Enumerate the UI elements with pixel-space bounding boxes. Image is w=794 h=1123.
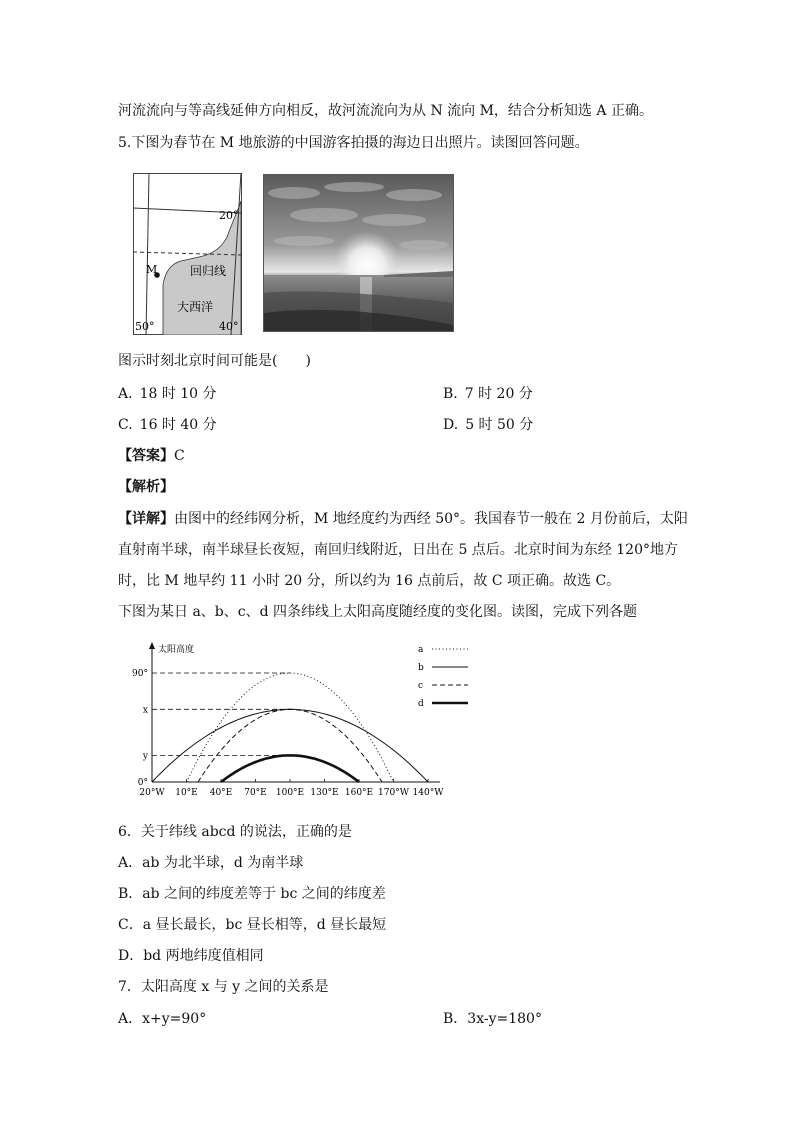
lat-20-label: 20° <box>219 209 239 222</box>
series-d-line <box>221 755 359 782</box>
q5-option-b-letter: B. <box>443 386 458 402</box>
y-tick-label: 0° <box>137 778 148 788</box>
legend-label-c: c <box>418 681 424 691</box>
q5-option-a[interactable] <box>118 384 217 404</box>
q7-option-a-letter: A． <box>118 1011 143 1027</box>
q5-option-b[interactable] <box>443 384 533 404</box>
q7-option-b[interactable] <box>443 1009 542 1029</box>
analysis-tag: 【解析】 <box>118 479 174 495</box>
detail-line-2: 直射南半球，南半球昼长夜短，南回归线附近，日出在 5 点后。北京时间为东经 120°地方 <box>118 542 678 558</box>
legend-label-b: b <box>418 663 424 673</box>
chart-axes <box>132 642 444 798</box>
q6-option-a[interactable]: A．ab 为北半球，d 为南半球 <box>118 855 304 871</box>
series-c-line <box>198 709 382 782</box>
x-tick-label: 170°W <box>378 788 409 798</box>
q6-option-b[interactable]: B．ab 之间的纬度差等于 bc 之间的纬度差 <box>118 886 386 902</box>
latitude-longitude-map <box>133 173 242 335</box>
q5-option-d-text: 5 时 50 分 <box>465 417 534 433</box>
answer-value: C <box>174 448 185 464</box>
point-m-label: M <box>146 263 158 276</box>
q7-option-a-text: x+y=90° <box>142 1011 207 1027</box>
x-tick-label: 40°E <box>209 788 233 798</box>
sunrise-photo <box>263 174 454 332</box>
lon-40-label: 40° <box>219 320 239 333</box>
lon-50-label: 50° <box>135 320 155 333</box>
q5-option-c[interactable] <box>118 415 217 435</box>
answer-tag: 【答案】 <box>118 448 174 464</box>
x-tick-label: 130°E <box>310 788 339 798</box>
x-tick-label: 20°W <box>139 788 165 798</box>
legend-label-a: a <box>418 645 424 655</box>
sun-altitude-chart <box>130 640 470 805</box>
x-tick-label: 140°W <box>412 788 444 798</box>
y-axis-arrow <box>149 642 155 649</box>
q5-option-b-text: 7 时 20 分 <box>464 386 533 402</box>
q6-option-d[interactable]: D．bd 两地纬度值相同 <box>118 948 264 964</box>
q5-option-d[interactable] <box>443 415 533 435</box>
question-6-stem: 6．关于纬线 abcd 的说法，正确的是 <box>118 824 352 840</box>
x-tick-label: 10°E <box>175 788 198 798</box>
chart-legend <box>418 645 468 709</box>
group-intro: 下图为某日 a、b、c、d 四条纬线上太阳高度随经度的变化图。读图，完成下列各题 <box>118 604 638 620</box>
y-axis-label: 太阳高度 <box>158 645 195 655</box>
x-tick-label: 100°E <box>275 788 305 798</box>
q7-option-b-text: 3x-y=180° <box>467 1011 542 1027</box>
detail-line-3: 时，比 M 地早约 11 小时 20 分，所以约为 16 点前后，故 C 项正确。故选 C。 <box>118 573 621 589</box>
x-tick-label: 70°E <box>244 788 267 798</box>
y-tick-label: y <box>142 751 148 762</box>
answer-line <box>118 446 185 466</box>
analysis-line <box>118 477 174 497</box>
ocean-label: 大西洋 <box>177 300 214 314</box>
y-tick-label: x <box>142 705 148 716</box>
x-tick-label: 160°E <box>344 788 374 798</box>
sunrise-photo-image <box>264 175 453 331</box>
intro-line: 河流流向与等高线延伸方向相反，故河流流向为从 N 流向 M，结合分析知选 A 正确。 <box>118 103 653 119</box>
question-7-stem: 7．太阳高度 x 与 y 之间的关系是 <box>118 979 329 995</box>
series-a-line <box>187 673 394 782</box>
y-tick-label: 90° <box>132 669 148 679</box>
detail-line-1 <box>118 509 688 529</box>
q7-option-a[interactable] <box>118 1009 206 1029</box>
q5-option-a-letter: A. <box>118 386 133 402</box>
question-5-question: 图示时刻北京时间可能是( ) <box>118 353 311 369</box>
series-b-line <box>152 709 428 782</box>
q7-option-b-letter: B． <box>443 1011 468 1027</box>
chart-series <box>152 673 428 782</box>
q5-option-c-text: 16 时 40 分 <box>139 417 217 433</box>
detail-text-1: 由图中的经纬网分析，M 地经度约为西经 50°。我国春节一般在 2 月份前后，太阳 <box>174 511 688 527</box>
tropic-label: 回归线 <box>190 264 227 278</box>
question-5-stem: 5.下图为春节在 M 地旅游的中国游客拍摄的海边日出照片。读图回答问题。 <box>118 135 589 151</box>
detail-tag: 【详解】 <box>118 511 174 527</box>
legend-label-d: d <box>418 699 424 709</box>
q5-option-d-letter: D. <box>443 417 459 433</box>
q5-option-c-letter: C. <box>118 417 133 433</box>
q5-option-a-text: 18 时 10 分 <box>139 386 217 402</box>
q6-option-c[interactable]: C．a 昼长最长，bc 昼长相等，d 昼长最短 <box>118 917 387 933</box>
